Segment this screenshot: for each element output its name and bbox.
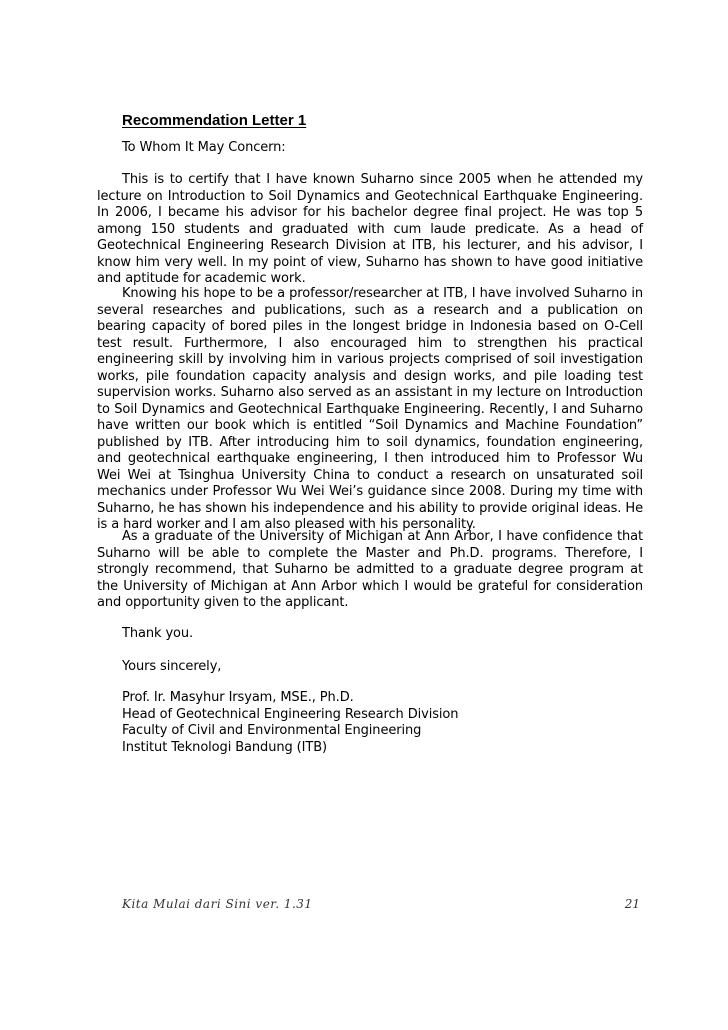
signatory-faculty: Faculty of Civil and Environmental Engineering [122, 723, 422, 738]
signatory-position: Head of Geotechnical Engineering Research Division [122, 706, 459, 722]
signature-block [122, 690, 458, 756]
paragraph-3: As a graduate of the University of Michigan at Ann Arbor, I have confidence that Suharno will be able to complete the Master and Ph.D. programs. Therefore, I strongly recommend, that Suharno be admitted to a graduate degree program at the University of Michigan at Ann Arbor which I would be grateful for consideration and opportunity given to the applicant. [97, 529, 643, 610]
paragraph-2: Knowing his hope to be a professor/researcher at ITB, I have involved Suharno in several researches and publications, such as a research and a publication on bearing capacity of bored piles in the longest bridge in Indonesia based on O-Cell test result. Furthermore, I also encouraged him to strengthen his practical engineering skill by involving him in various projects comprised of soil investigation works, pile foundation capacity analysis and design works, and pile loading test supervision works. Suharno also served as an assistant in my lecture on Introduction to Soil Dynamics and Geotechnical Earthquake Engineering. Recently, I and Suharno have written our book which is entitled “Soil Dynamics and Machine Foundation” published by ITB. After introducing him to soil dynamics, foundation engineering, and geotechnical earthquake engineering, I then introduced him to Professor Wu Wei Wei at Tsinghua University China to conduct a research on unsaturated soil mechanics under Professor Wu Wei Wei’s guidance since 2008. During my time with Suharno, he has shown his independence and his ability to provide original ideas. He is a hard worker and I am also pleased with his personality. [97, 286, 643, 532]
signatory-institution: Institut Teknologi Bandung (ITB) [122, 739, 328, 755]
sign-off: Yours sincerely, [122, 659, 222, 674]
footer-version-label: Kita Mulai dari Sini ver. 1.31 [122, 897, 313, 911]
closing-line: Thank you. [122, 626, 194, 641]
salutation: To Whom It May Concern: [122, 140, 286, 155]
page-number: 21 [624, 897, 640, 911]
paragraph-1: This is to certify that I have known Suharno since 2005 when he attended my lecture on Introduction to Soil Dynamics and Geotechnical Earthquake Engineering. In 2006, I became his advisor for his bachelor degree final project. He was top 5 among 150 students and graduated with cum laude predicate. As a head of Geotechnical Engineering Research Division at ITB, his lecturer, and his advisor, I know him very well. In my point of view, Suharno has shown to have good initiative and aptitude for academic work. [97, 172, 643, 286]
signatory-name: Prof. Ir. Masyhur Irsyam, MSE., Ph.D. [122, 690, 354, 705]
letter-title: Recommendation Letter 1 [122, 112, 307, 129]
